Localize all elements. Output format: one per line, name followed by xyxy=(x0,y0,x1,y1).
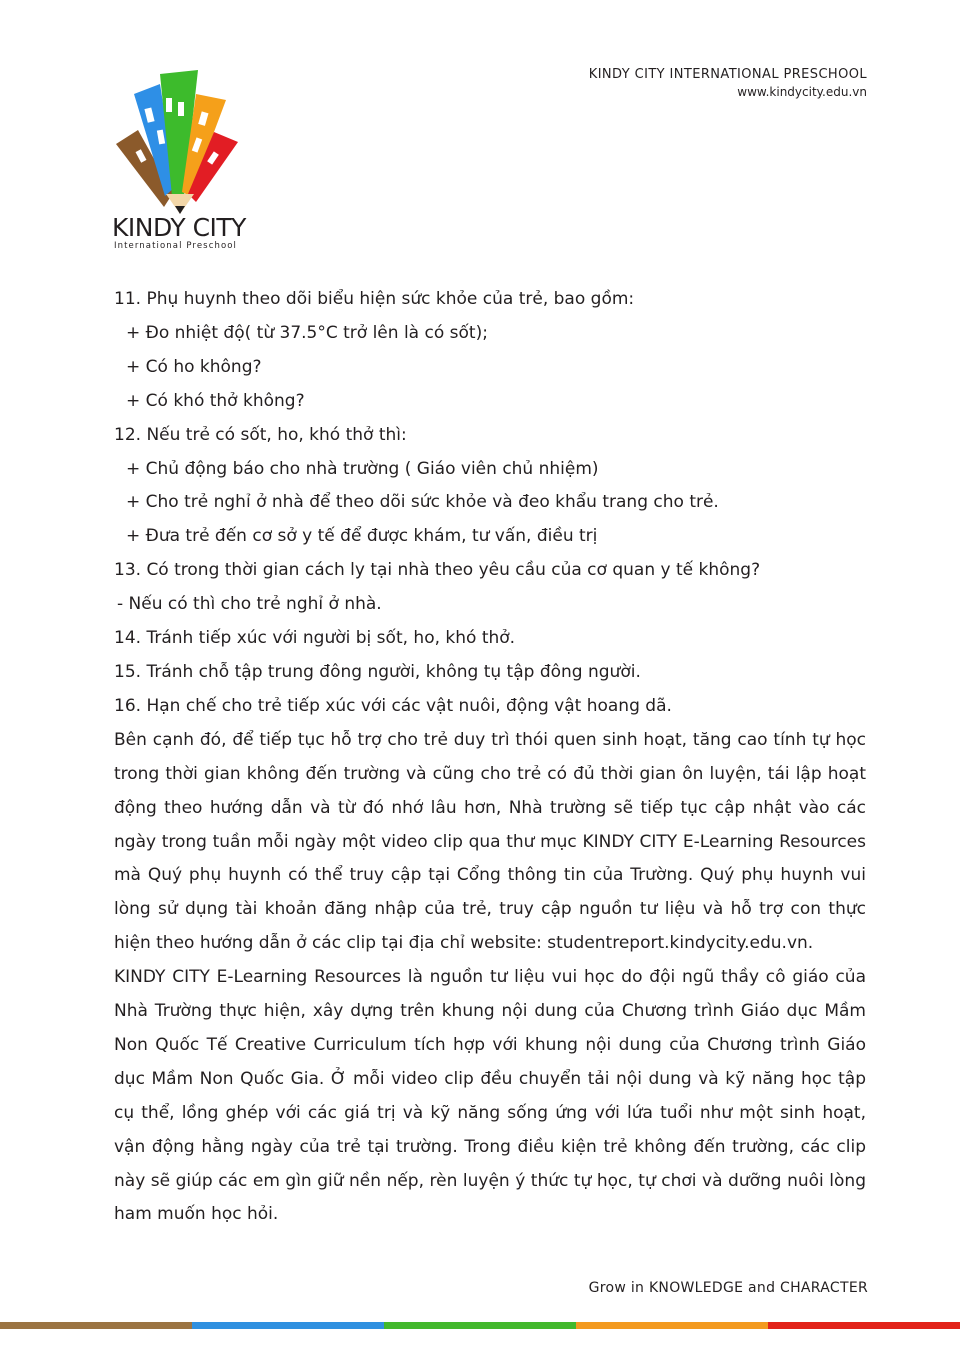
item-14: 14. Tránh tiếp xúc với người bị sốt, ho, khó thở. xyxy=(114,628,516,649)
paragraph-elearning-intro: Bên cạnh đó, để tiếp tục hỗ trợ cho trẻ duy trì thói quen sinh hoạt, tăng cao tính tự học trong thời gian không đến trường và cũng cho trẻ có đủ thời gian ôn luyện, tái lập hoạt động theo hướng dẫn và từ đó nhớ lâu hơn, Nhà trường sẽ tiếp tục cập nhật vào các ngày trong tuần mỗi ngày một video clip qua thư mục KINDY CITY E-Learning Resources mà Quý phụ huynh có thể truy cập tại Cổng thông tin của Trường. Quý phụ huynh vui lòng sử dụng tài khoản đăng nhập của trẻ, truy cập nguồn tư liệu và hỗ trợ con thực hiện theo hướng dẫn ở các clip tại địa chỉ website: studentreport.kindycity.edu.vn. xyxy=(114,729,866,954)
color-bar-segment xyxy=(384,1322,576,1329)
page-header xyxy=(589,66,867,101)
item-12-sub-1: + Chủ động báo cho nhà trường ( Giáo viên chủ nhiệm) xyxy=(126,458,599,479)
footer-color-bar xyxy=(0,1322,960,1329)
item-15: 15. Tránh chỗ tập trung đông người, không tụ tập đông người. xyxy=(114,661,641,682)
footer-slogan: Grow in KNOWLEDGE and CHARACTER xyxy=(588,1280,868,1296)
item-11: 11. Phụ huynh theo dõi biểu hiện sức khỏe của trẻ, bao gồm: xyxy=(114,289,635,309)
color-bar-segment xyxy=(0,1322,192,1329)
color-bar-segment xyxy=(768,1322,960,1329)
item-11-sub-1: + Đo nhiệt độ( từ 37.5°C trở lên là có sốt); xyxy=(126,322,488,343)
item-12: 12. Nếu trẻ có sốt, ho, khó thở thì: xyxy=(114,424,407,445)
item-12-sub-2: + Cho trẻ nghỉ ở nhà để theo dõi sức khỏe và đeo khẩu trang cho trẻ. xyxy=(126,492,719,513)
paragraph-elearning-description: KINDY CITY E-Learning Resources là nguồn tư liệu vui học do đội ngũ thầy cô giáo của Nhà Trường thực hiện, xây dựng trên khung nội dung của Chương trình Giáo dục Mầm Non Quốc Tế Creative Curriculum tích hợp với khung nội dung của Chương trình Giáo dục Mầm Non Quốc Gia. Ở mỗi video clip đều chuyển tải nội dung và kỹ năng học tập cụ thể, lồng ghép với các giá trị và kỹ năng sống ứng với lứa tuổi như một sinh hoạt, vận động hằng ngày của trẻ tại trường. Trong điều kiện trẻ không đến trường, các clip này sẽ giúp các em gìn giữ nền nếp, rèn luyện ý thức tự học, tự chơi và dưỡng nuôi lòng ham muốn học hỏi. xyxy=(114,967,866,1225)
item-13-sub-1: - Nếu có thì cho trẻ nghỉ ở nhà. xyxy=(117,594,382,615)
school-website: www.kindycity.edu.vn xyxy=(737,85,867,99)
school-name: KINDY CITY INTERNATIONAL PRESCHOOL xyxy=(588,67,867,82)
item-11-sub-3: + Có khó thở không? xyxy=(126,390,305,411)
logo-wordmark: KINDY CITY xyxy=(112,213,246,242)
item-16: 16. Hạn chế cho trẻ tiếp xúc với các vật nuôi, động vật hoang dã. xyxy=(114,695,672,716)
document-body xyxy=(114,283,866,1232)
color-bar-segment xyxy=(576,1322,768,1329)
item-12-sub-3: + Đưa trẻ đến cơ sở y tế để được khám, tư vấn, điều trị xyxy=(126,526,598,547)
item-11-sub-2: + Có ho không? xyxy=(126,356,262,377)
logo-subtitle: International Preschool xyxy=(114,241,238,251)
item-13: 13. Có trong thời gian cách ly tại nhà theo yêu cầu của cơ quan y tế không? xyxy=(114,560,761,581)
color-bar-segment xyxy=(192,1322,384,1329)
